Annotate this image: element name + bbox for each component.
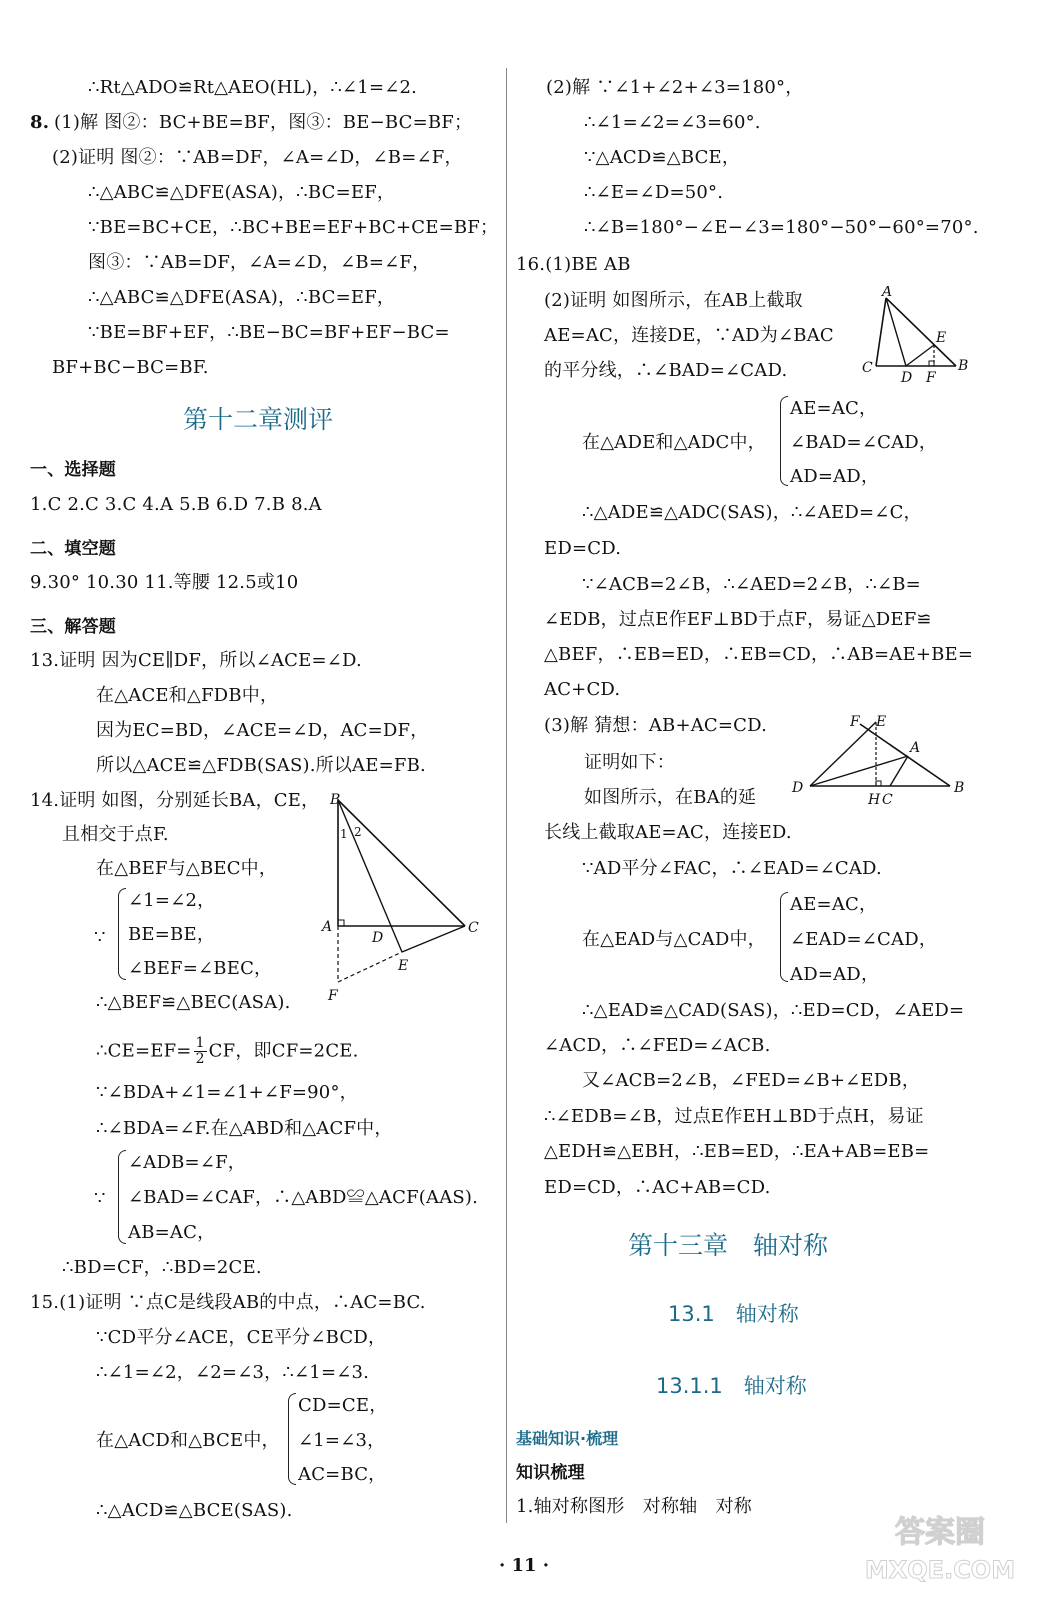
text-line: ∵BE=BF+EF，∴BE−BC=BF+EF−BC= [88,322,450,343]
text-line: ∴BD=CF，∴BD=2CE. [62,1257,262,1278]
section-heading: 三、解答题 [30,617,116,637]
label-B: B [954,780,965,796]
text-line: 证明如下： [584,752,675,773]
text-line: ∠1=∠3， [298,1430,386,1451]
brace [780,892,788,982]
question-8-number: 8. [30,112,50,133]
label-angle-2: 2 [354,825,362,839]
text-line: ∵∠ACB=2∠B，∴∠AED=2∠B，∴∠B= [582,574,921,595]
label-C: C [882,792,893,808]
text-line: BF+BC−BC=BF. [52,357,209,378]
text-line: ∵BE=BC+CE，∴BC+BE=EF+BC+CE=BF； [88,217,499,238]
text-line: CD=CE， [298,1395,388,1416]
text-line: ∴△ADE≌△ADC(SAS)，∴∠AED=∠C， [582,502,922,523]
label-D: D [792,780,804,796]
chapter-13-title: 第十三章 轴对称 [628,1231,829,1260]
text-line: 如图所示，在BA的延 [584,787,757,808]
knowledge-label: 知识梳理 [516,1463,585,1483]
text-line: (3)解 猜想：AB+AC=CD. [544,715,768,736]
text-line: AB=AC， [128,1222,216,1243]
label-C: C [468,920,479,936]
label-D: D [372,930,384,946]
brace [780,396,788,486]
text-line: AC=BC， [298,1464,387,1485]
text-line: ∴△BEF≌△BEC(ASA). [96,992,291,1013]
text-line: AC+CD. [544,679,621,700]
label-F: F [926,370,936,386]
label-D: D [901,370,913,386]
text-line: AD=AD， [790,964,880,985]
text-line: ∴△ACD≌△BCE(SAS). [96,1500,293,1521]
text-line: 因为EC=BD，∠ACE=∠D，AC=DF， [96,720,429,741]
text-line: AE=AC，连接DE，∵AD为∠BAC [544,325,834,346]
text-line: 在△ADE和△ADC中， [582,432,766,453]
text-line: ∵△ACD≌△BCE， [584,147,741,168]
text-line: ∠1=∠2， [128,890,216,911]
text-line: AE=AC， [790,398,878,419]
text-line: △EDH≌△EBH，∴EB=ED，∴EA+AB=EB= [544,1141,930,1162]
text-line: 长线上截取AE=AC，连接ED. [544,822,792,843]
text-line: ∠ADB=∠F， [128,1152,246,1173]
label-E: E [398,958,409,974]
text-line: (2)解 ∵∠1+∠2+∠3=180°， [546,77,804,98]
text-line: ∠BAD=∠CAD， [790,432,938,453]
text-line: ∠EDB，过点E作EF⊥BD于点F，易证△DEF≌ [544,609,932,630]
brace [118,1150,126,1244]
section-13-1-title: 13.1 轴对称 [668,1302,799,1326]
label-A: A [910,740,921,756]
text-line: ∠BEF=∠BEC， [128,958,273,979]
brace [288,1393,296,1485]
label-F: F [328,988,338,1004]
text-line: 且相交于点F. [62,824,169,845]
label-A: A [882,286,893,300]
text-line: ∠ACD，∴∠FED=∠ACB. [544,1035,771,1056]
label-E: E [876,714,887,730]
label-A: A [322,919,333,935]
fraction: $\frac{1}{2}$ [195,1035,205,1067]
svg-text:MXQE.COM: MXQE.COM [864,1556,1016,1584]
text-line: AD=AD， [790,466,880,487]
label-B: B [330,792,341,808]
text-line: ∴∠1=∠2，∠2=∠3，∴∠1=∠3. [96,1362,370,1383]
text-line: ∠EAD=∠CAD， [790,929,938,950]
text-line: (2)证明 如图所示，在AB上截取 [544,290,803,311]
text-line: 在△ACE和△FDB中， [96,685,279,706]
because-sign: ∵ [94,1188,106,1209]
text-line: 所以△ACE≌△FDB(SAS).所以AE=FB. [96,755,426,776]
text-line: ∠BAD=∠CAF，∴△ABD≌△ACF(AAS). [128,1187,479,1208]
text-line: ∴△ABC≌△DFE(ASA)，∴BC=EF， [88,287,396,308]
text-line: 16.(1)BE AB [516,254,631,275]
mc-answers: 1.C 2.C 3.C 4.A 5.B 6.D 7.B 8.A [30,494,322,515]
text-line: ∴∠BDA=∠F.在△ABD和△ACF中， [96,1118,393,1139]
fill-answers: 9.30° 10.30 11.等腰 12.5或10 [30,572,299,593]
text-line: ∴∠B=180°−∠E−∠3=180°−50°−60°=70°. [584,217,979,238]
text-line: ED=CD. [544,538,622,559]
text-line: 在△EAD与△CAD中， [582,929,766,950]
text-line: ∴△EAD≌△CAD(SAS)，∴ED=CD，∠AED= [582,1000,965,1021]
text-line: 又∠ACB=2∠B，∠FED=∠B+∠EDB， [582,1070,921,1091]
text-line: ∴∠EDB=∠B，过点E作EH⊥BD于点H，易证 [544,1106,924,1127]
text-line: 15.(1)证明 ∵点C是线段AB的中点，∴AC=BC. [30,1292,426,1313]
text-line: 的平分线，∴∠BAD=∠CAD. [544,360,788,381]
text-line: ∵∠BDA+∠1=∠1+∠F=90°， [96,1082,358,1103]
text-line: 13.证明 因为CE∥DF，所以∠ACE=∠D. [30,650,362,671]
label-angle-1: 1 [340,827,348,841]
label-F: F [850,714,860,730]
text-line: 在△ACD和△BCE中， [96,1430,280,1451]
text-line: 1.轴对称图形 对称轴 对称 [516,1496,752,1517]
text-line: ∵CD平分∠ACE，CE平分∠BCD， [96,1327,387,1348]
section-heading: 二、填空题 [30,539,116,559]
figure-q14 [320,786,490,1006]
label-B: B [958,358,969,374]
because-sign: ∵ [94,927,106,948]
brace [118,888,126,980]
text-line-with-fraction: ∴CE=EF= $\frac{1}{2}$ CF，即CF=2CE. [96,1035,359,1067]
label-H: H [868,792,881,808]
text-line: BE=BE， [128,924,216,945]
text-line: ED=CD，∴AC+AB=CD. [544,1177,771,1198]
figure-q16-2 [858,286,976,386]
text-line: ∴∠E=∠D=50°. [584,182,724,203]
basic-knowledge-label: 基础知识·梳理 [516,1429,619,1448]
text-line: (2)证明 图②：∵AB=DF，∠A=∠D，∠B=∠F， [52,147,463,168]
section-heading: 一、选择题 [30,460,116,480]
text-line: AE=AC， [790,894,878,915]
text-line: ∴Rt△ADO≌Rt△AEO(HL)，∴∠1=∠2. [88,77,418,98]
label-C: C [862,360,873,376]
figure-q16-3 [790,712,972,808]
text-line: 在△BEF与△BEC中， [96,858,278,879]
text-line: ∵AD平分∠FAC，∴∠EAD=∠CAD. [582,858,882,879]
text-line: ∴△ABC≌△DFE(ASA)，∴BC=EF， [88,182,396,203]
label-E: E [936,330,947,346]
section-13-1-1-title: 13.1.1 轴对称 [656,1374,807,1398]
text-line: 图③：∵AB=DF，∠A=∠D，∠B=∠F， [88,252,431,273]
text-line: ∴∠1=∠2=∠3=60°. [584,112,761,133]
page-number: · 11 · [498,1555,550,1576]
text-line: (1)解 图②：BC+BE=BF，图③：BE−BC=BF； [54,112,473,133]
watermark-logo [850,1500,1030,1590]
text-line: △BEF，∴EB=ED，∴EB=CD，∴AB=AE+BE= [544,644,974,665]
column-divider [506,68,507,1523]
text-line: 14.证明 如图，分别延长BA，CE， [30,790,320,811]
chapter-12-title: 第十二章测评 [183,405,334,434]
svg-text:答案圈: 答案圈 [895,1515,985,1550]
